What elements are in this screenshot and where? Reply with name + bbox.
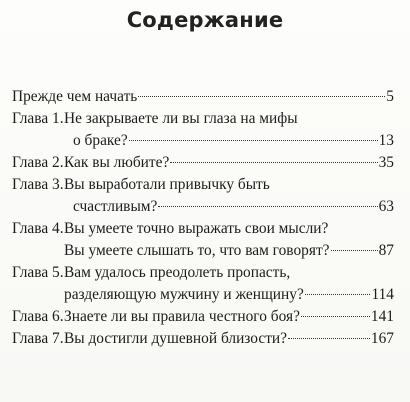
chapter-label: Глава 3. (12, 176, 64, 193)
toc-line (12, 86, 394, 108)
toc-entry-text: счастливым? (73, 198, 158, 215)
dot-leader (170, 162, 377, 163)
page-title: Содержание (126, 8, 284, 32)
toc-line (64, 240, 394, 262)
toc-entry-text: Знаете ли вы правила честного боя? (64, 308, 300, 325)
toc-page-number: 5 (386, 88, 394, 105)
toc-entry-chapter-5 (12, 262, 394, 306)
dot-leader (288, 338, 370, 339)
toc-entry-text: Как вы любите? (64, 154, 170, 171)
toc-page-number: 13 (378, 132, 394, 149)
toc-page-number: 87 (378, 242, 394, 259)
toc-page-number: 63 (378, 198, 394, 215)
chapter-label: Глава 4. (12, 220, 64, 237)
toc-entry-text: Не закрываете ли вы глаза на мифы (64, 110, 298, 127)
toc-entry-intro (12, 86, 394, 108)
toc-line (64, 196, 394, 218)
toc-entry-chapter-2 (12, 152, 394, 174)
toc-entry-text: разделяющую мужчину и женщину? (64, 286, 304, 303)
toc-entry-text: о браке? (73, 132, 128, 149)
dot-leader (138, 96, 385, 97)
toc-entry-chapter-7 (12, 328, 394, 350)
toc-page-number: 35 (378, 154, 394, 171)
toc-entry-chapter-4 (12, 218, 394, 262)
toc-entry-chapter-6 (12, 306, 394, 328)
toc-line (64, 108, 394, 130)
toc-line (64, 174, 394, 196)
dot-leader (301, 316, 370, 317)
toc-line (64, 284, 394, 306)
toc-entry-text: Вы умеете точно выражать свои мысли? (64, 220, 329, 237)
toc-line (64, 130, 394, 152)
toc-line (64, 328, 394, 350)
dot-leader (129, 140, 378, 141)
chapter-label: Глава 1. (12, 110, 64, 127)
toc-line (64, 306, 394, 328)
toc-entry-text: Вы достигли душевной близости? (64, 330, 287, 347)
chapter-label: Глава 7. (12, 330, 64, 347)
toc-line (64, 218, 394, 240)
toc-line (64, 152, 394, 174)
toc-entry-chapter-1 (12, 108, 394, 152)
table-of-contents (12, 86, 394, 350)
toc-entry-text: Вы умеете слышать то, что вам говорят? (64, 242, 330, 259)
toc-entry-chapter-3 (12, 174, 394, 218)
toc-entry-text: Вы выработали привычку быть (64, 176, 270, 193)
toc-entry-text: Вам удалось преодолеть пропасть, (64, 264, 291, 281)
dot-leader (158, 206, 377, 207)
dot-leader (331, 250, 378, 251)
toc-line (64, 262, 394, 284)
toc-page-number: 114 (371, 286, 394, 303)
dot-leader (305, 294, 371, 295)
chapter-label: Глава 2. (12, 154, 64, 171)
toc-page-number: 141 (370, 308, 394, 325)
toc-entry-text: Прежде чем начать (12, 88, 138, 105)
chapter-label: Глава 5. (12, 264, 64, 281)
toc-page-number: 167 (370, 330, 394, 347)
chapter-label: Глава 6. (12, 308, 64, 325)
